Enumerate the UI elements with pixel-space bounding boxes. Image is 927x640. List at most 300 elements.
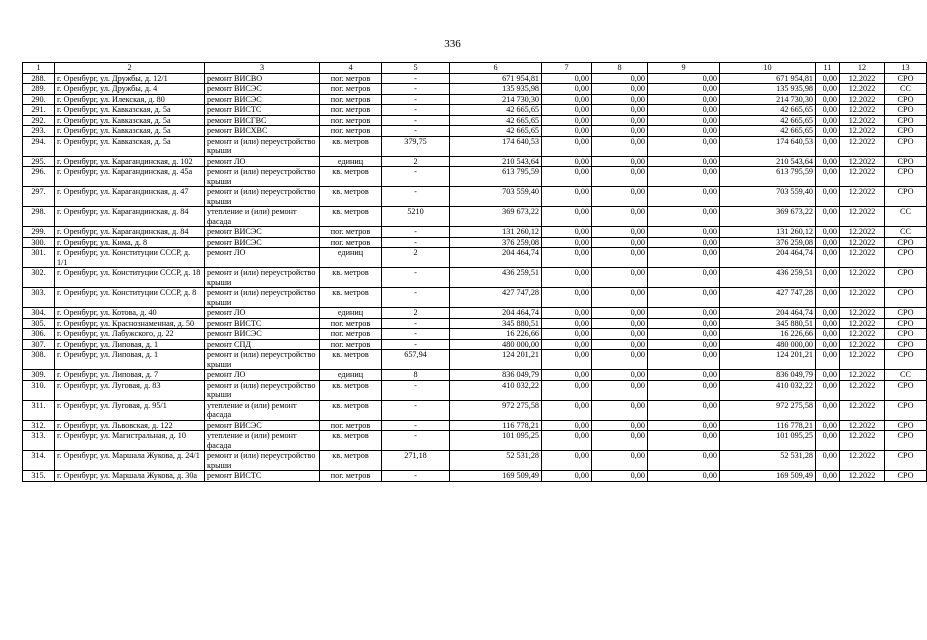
cost-cell: 0,00 [592, 329, 648, 340]
cost-cell: 0,00 [648, 380, 720, 400]
address-cell: г. Оренбург, ул. Кавказская, д. 5а [55, 126, 205, 137]
total-cost-cell: 124 201,21 [450, 350, 542, 370]
cost-cell: 0,00 [648, 318, 720, 329]
address-cell: г. Оренбург, ул. Карагандинская, д. 45а [55, 167, 205, 187]
table-row [23, 73, 927, 84]
total-cost-cell: 174 640,53 [450, 136, 542, 156]
address-cell: г. Оренбург, ул. Дружбы, д. 4 [55, 84, 205, 95]
unit-cell: кв. метров [320, 350, 382, 370]
cost-cell: 0,00 [592, 105, 648, 116]
quantity-cell: 2 [382, 156, 450, 167]
address-cell: г. Оренбург, ул. Львовская, д. 122 [55, 420, 205, 431]
cost-cell: 204 464,74 [720, 248, 816, 268]
unit-cell: кв. метров [320, 400, 382, 420]
work-type-cell: ремонт ВИСТС [205, 318, 320, 329]
work-type-cell: ремонт ВИСЭС [205, 237, 320, 248]
row-number: 302. [23, 268, 55, 288]
cost-cell: 0,00 [816, 431, 840, 451]
total-cost-cell: 101 095,25 [450, 431, 542, 451]
cost-cell: 0,00 [648, 237, 720, 248]
work-type-cell: ремонт ЛО [205, 308, 320, 319]
date-cell: 12.2022 [840, 73, 885, 84]
funding-type-cell: СРО [885, 308, 927, 319]
column-header: 13 [885, 63, 927, 74]
cost-cell: 0,00 [542, 105, 592, 116]
table-row [23, 227, 927, 238]
unit-cell: кв. метров [320, 187, 382, 207]
row-number: 297. [23, 187, 55, 207]
funding-type-cell: СРО [885, 288, 927, 308]
cost-cell: 972 275,58 [720, 400, 816, 420]
quantity-cell: - [382, 288, 450, 308]
address-cell: г. Оренбург, ул. Конституции СССР, д. 18 [55, 268, 205, 288]
cost-cell: 210 543,64 [720, 156, 816, 167]
table-row [23, 471, 927, 482]
funding-type-cell: СРО [885, 73, 927, 84]
quantity-cell: - [382, 431, 450, 451]
work-type-cell: ремонт и (или) переустройство крыши [205, 451, 320, 471]
cost-cell: 836 049,79 [720, 370, 816, 381]
unit-cell: кв. метров [320, 380, 382, 400]
date-cell: 12.2022 [840, 248, 885, 268]
column-header: 2 [55, 63, 205, 74]
date-cell: 12.2022 [840, 308, 885, 319]
cost-cell: 0,00 [816, 136, 840, 156]
address-cell: г. Оренбург, ул. Карагандинская, д. 84 [55, 207, 205, 227]
column-header: 11 [816, 63, 840, 74]
table-row [23, 207, 927, 227]
unit-cell: кв. метров [320, 431, 382, 451]
cost-cell: 0,00 [816, 329, 840, 340]
cost-cell: 0,00 [816, 370, 840, 381]
quantity-cell: 2 [382, 308, 450, 319]
work-type-cell: ремонт и (или) переустройство крыши [205, 268, 320, 288]
address-cell: г. Оренбург, ул. Лабужского, д. 22 [55, 329, 205, 340]
cost-cell: 52 531,28 [720, 451, 816, 471]
table-row [23, 237, 927, 248]
quantity-cell: - [382, 237, 450, 248]
table-body [23, 73, 927, 481]
quantity-cell: - [382, 73, 450, 84]
cost-cell: 0,00 [816, 451, 840, 471]
cost-cell: 0,00 [816, 339, 840, 350]
address-cell: г. Оренбург, ул. Кима, д. 8 [55, 237, 205, 248]
cost-cell: 0,00 [592, 268, 648, 288]
cost-cell: 42 665,65 [720, 126, 816, 137]
cost-cell: 0,00 [542, 339, 592, 350]
cost-cell: 0,00 [592, 288, 648, 308]
work-type-cell: ремонт ЛО [205, 248, 320, 268]
date-cell: 12.2022 [840, 115, 885, 126]
cost-cell: 0,00 [592, 308, 648, 319]
cost-cell: 0,00 [648, 115, 720, 126]
row-number: 288. [23, 73, 55, 84]
total-cost-cell: 214 730,30 [450, 94, 542, 105]
cost-cell: 0,00 [816, 237, 840, 248]
cost-cell: 0,00 [542, 431, 592, 451]
date-cell: 12.2022 [840, 268, 885, 288]
row-number: 315. [23, 471, 55, 482]
funding-type-cell: СРО [885, 350, 927, 370]
quantity-cell: - [382, 115, 450, 126]
cost-cell: 0,00 [542, 73, 592, 84]
unit-cell: пог. метров [320, 237, 382, 248]
funding-type-cell: СРО [885, 237, 927, 248]
funding-type-cell: СРО [885, 318, 927, 329]
unit-cell: единиц [320, 156, 382, 167]
cost-cell: 0,00 [648, 73, 720, 84]
table-row [23, 187, 927, 207]
work-type-cell: ремонт ВИСТС [205, 105, 320, 116]
cost-cell: 0,00 [648, 420, 720, 431]
address-cell: г. Оренбург, ул. Маршала Жукова, д. 30а [55, 471, 205, 482]
funding-type-cell: СРО [885, 94, 927, 105]
funding-type-cell: СРО [885, 187, 927, 207]
column-header: 5 [382, 63, 450, 74]
cost-cell: 204 464,74 [720, 308, 816, 319]
cost-cell: 0,00 [592, 115, 648, 126]
cost-cell: 42 665,65 [720, 115, 816, 126]
quantity-cell: 657,94 [382, 350, 450, 370]
row-number: 292. [23, 115, 55, 126]
total-cost-cell: 972 275,58 [450, 400, 542, 420]
unit-cell: пог. метров [320, 329, 382, 340]
table-row [23, 339, 927, 350]
register-table [22, 62, 927, 482]
address-cell: г. Оренбург, ул. Кавказская, д. 5а [55, 115, 205, 126]
funding-type-cell: СРО [885, 451, 927, 471]
cost-cell: 0,00 [592, 471, 648, 482]
total-cost-cell: 376 259,08 [450, 237, 542, 248]
cost-cell: 0,00 [648, 156, 720, 167]
cost-cell: 0,00 [648, 451, 720, 471]
cost-cell: 0,00 [648, 370, 720, 381]
address-cell: г. Оренбург, ул. Карагандинская, д. 102 [55, 156, 205, 167]
funding-type-cell: СРО [885, 115, 927, 126]
quantity-cell: - [382, 471, 450, 482]
cost-cell: 0,00 [648, 167, 720, 187]
unit-cell: кв. метров [320, 451, 382, 471]
address-cell: г. Оренбург, ул. Луговая, д. 95/1 [55, 400, 205, 420]
cost-cell: 0,00 [648, 431, 720, 451]
cost-cell: 0,00 [542, 380, 592, 400]
address-cell: г. Оренбург, ул. Магистральная, д. 10 [55, 431, 205, 451]
cost-cell: 480 000,00 [720, 339, 816, 350]
cost-cell: 0,00 [816, 105, 840, 116]
row-number: 311. [23, 400, 55, 420]
date-cell: 12.2022 [840, 339, 885, 350]
cost-cell: 0,00 [592, 400, 648, 420]
total-cost-cell: 480 000,00 [450, 339, 542, 350]
row-number: 301. [23, 248, 55, 268]
cost-cell: 0,00 [592, 156, 648, 167]
cost-cell: 0,00 [592, 248, 648, 268]
unit-cell: кв. метров [320, 167, 382, 187]
funding-type-cell: СРО [885, 105, 927, 116]
row-number: 309. [23, 370, 55, 381]
date-cell: 12.2022 [840, 105, 885, 116]
date-cell: 12.2022 [840, 136, 885, 156]
row-number: 307. [23, 339, 55, 350]
cost-cell: 0,00 [816, 227, 840, 238]
cost-cell: 0,00 [592, 318, 648, 329]
cost-cell: 0,00 [648, 136, 720, 156]
unit-cell: пог. метров [320, 94, 382, 105]
total-cost-cell: 204 464,74 [450, 308, 542, 319]
unit-cell: кв. метров [320, 268, 382, 288]
cost-cell: 0,00 [592, 94, 648, 105]
date-cell: 12.2022 [840, 156, 885, 167]
cost-cell: 0,00 [648, 248, 720, 268]
cost-cell: 613 795,59 [720, 167, 816, 187]
column-header: 9 [648, 63, 720, 74]
funding-type-cell: СС [885, 207, 927, 227]
address-cell: г. Оренбург, ул. Карагандинская, д. 47 [55, 187, 205, 207]
work-type-cell: ремонт и (или) переустройство крыши [205, 167, 320, 187]
unit-cell: пог. метров [320, 420, 382, 431]
cost-cell: 0,00 [542, 115, 592, 126]
work-type-cell: ремонт и (или) переустройство крыши [205, 187, 320, 207]
quantity-cell: - [382, 400, 450, 420]
table-row [23, 420, 927, 431]
work-type-cell: ремонт СПД [205, 339, 320, 350]
row-number: 290. [23, 94, 55, 105]
cost-cell: 169 509,49 [720, 471, 816, 482]
row-number: 294. [23, 136, 55, 156]
table-row [23, 350, 927, 370]
address-cell: г. Оренбург, ул. Липовая, д. 1 [55, 350, 205, 370]
row-number: 289. [23, 84, 55, 95]
unit-cell: единиц [320, 370, 382, 381]
funding-type-cell: СС [885, 227, 927, 238]
cost-cell: 16 226,66 [720, 329, 816, 340]
cost-cell: 0,00 [542, 248, 592, 268]
date-cell: 12.2022 [840, 227, 885, 238]
quantity-cell: - [382, 84, 450, 95]
cost-cell: 0,00 [648, 339, 720, 350]
table-row [23, 308, 927, 319]
cost-cell: 436 259,51 [720, 268, 816, 288]
date-cell: 12.2022 [840, 420, 885, 431]
address-cell: г. Оренбург, ул. Карагандинская, д. 84 [55, 227, 205, 238]
date-cell: 12.2022 [840, 318, 885, 329]
cost-cell: 0,00 [592, 380, 648, 400]
column-header: 1 [23, 63, 55, 74]
cost-cell: 214 730,30 [720, 94, 816, 105]
row-number: 299. [23, 227, 55, 238]
row-number: 308. [23, 350, 55, 370]
cost-cell: 0,00 [542, 187, 592, 207]
cost-cell: 0,00 [592, 167, 648, 187]
work-type-cell: ремонт ВИСТС [205, 471, 320, 482]
cost-cell: 0,00 [542, 237, 592, 248]
cost-cell: 0,00 [648, 308, 720, 319]
work-type-cell: ремонт ВИСВО [205, 73, 320, 84]
funding-type-cell: СРО [885, 136, 927, 156]
cost-cell: 0,00 [542, 471, 592, 482]
address-cell: г. Оренбург, ул. Кавказская, д. 5а [55, 136, 205, 156]
cost-cell: 427 747,28 [720, 288, 816, 308]
cost-cell: 0,00 [542, 94, 592, 105]
funding-type-cell: СРО [885, 268, 927, 288]
cost-cell: 0,00 [648, 207, 720, 227]
column-header: 4 [320, 63, 382, 74]
date-cell: 12.2022 [840, 400, 885, 420]
address-cell: г. Оренбург, ул. Дружбы, д. 12/1 [55, 73, 205, 84]
cost-cell: 0,00 [816, 248, 840, 268]
date-cell: 12.2022 [840, 380, 885, 400]
column-header: 7 [542, 63, 592, 74]
cost-cell: 0,00 [542, 227, 592, 238]
unit-cell: пог. метров [320, 115, 382, 126]
column-header: 12 [840, 63, 885, 74]
cost-cell: 0,00 [592, 207, 648, 227]
address-cell: г. Оренбург, ул. Илекская, д. 80 [55, 94, 205, 105]
quantity-cell: - [382, 167, 450, 187]
total-cost-cell: 42 665,65 [450, 105, 542, 116]
total-cost-cell: 703 559,40 [450, 187, 542, 207]
quantity-cell: 271,18 [382, 451, 450, 471]
total-cost-cell: 116 778,21 [450, 420, 542, 431]
column-header: 3 [205, 63, 320, 74]
header-row [23, 63, 927, 74]
cost-cell: 101 095,25 [720, 431, 816, 451]
row-number: 304. [23, 308, 55, 319]
address-cell: г. Оренбург, ул. Липовая, д. 1 [55, 339, 205, 350]
row-number: 313. [23, 431, 55, 451]
cost-cell: 0,00 [592, 420, 648, 431]
cost-cell: 0,00 [542, 268, 592, 288]
cost-cell: 410 032,22 [720, 380, 816, 400]
cost-cell: 0,00 [542, 126, 592, 137]
row-number: 306. [23, 329, 55, 340]
cost-cell: 0,00 [816, 156, 840, 167]
cost-cell: 0,00 [816, 167, 840, 187]
cost-cell: 42 665,65 [720, 105, 816, 116]
total-cost-cell: 671 954,81 [450, 73, 542, 84]
cost-cell: 0,00 [592, 126, 648, 137]
cost-cell: 0,00 [542, 451, 592, 471]
page-number: 336 [444, 38, 461, 50]
cost-cell: 671 954,81 [720, 73, 816, 84]
address-cell: г. Оренбург, ул. Конституции СССР, д. 8 [55, 288, 205, 308]
row-number: 293. [23, 126, 55, 137]
date-cell: 12.2022 [840, 167, 885, 187]
cost-cell: 0,00 [592, 350, 648, 370]
quantity-cell: - [382, 339, 450, 350]
cost-cell: 116 778,21 [720, 420, 816, 431]
column-header: 10 [720, 63, 816, 74]
funding-type-cell: СРО [885, 471, 927, 482]
total-cost-cell: 204 464,74 [450, 248, 542, 268]
row-number: 295. [23, 156, 55, 167]
funding-type-cell: СРО [885, 400, 927, 420]
row-number: 314. [23, 451, 55, 471]
address-cell: г. Оренбург, ул. Конституции СССР, д. 1/1 [55, 248, 205, 268]
table-row [23, 94, 927, 105]
address-cell: г. Оренбург, ул. Маршала Жукова, д. 24/1 [55, 451, 205, 471]
total-cost-cell: 410 032,22 [450, 380, 542, 400]
cost-cell: 0,00 [648, 105, 720, 116]
cost-cell: 0,00 [648, 84, 720, 95]
work-type-cell: ремонт ВИСХВС [205, 126, 320, 137]
table-row [23, 380, 927, 400]
total-cost-cell: 16 226,66 [450, 329, 542, 340]
table-row [23, 84, 927, 95]
cost-cell: 0,00 [592, 451, 648, 471]
unit-cell: пог. метров [320, 339, 382, 350]
row-number: 312. [23, 420, 55, 431]
total-cost-cell: 836 049,79 [450, 370, 542, 381]
cost-cell: 376 259,08 [720, 237, 816, 248]
table-row [23, 318, 927, 329]
cost-cell: 0,00 [592, 227, 648, 238]
quantity-cell: - [382, 268, 450, 288]
row-number: 296. [23, 167, 55, 187]
quantity-cell: - [382, 126, 450, 137]
table-row [23, 115, 927, 126]
funding-type-cell: СРО [885, 156, 927, 167]
funding-type-cell: СРО [885, 329, 927, 340]
total-cost-cell: 345 880,51 [450, 318, 542, 329]
funding-type-cell: СРО [885, 380, 927, 400]
unit-cell: единиц [320, 248, 382, 268]
cost-cell: 0,00 [648, 329, 720, 340]
unit-cell: пог. метров [320, 84, 382, 95]
total-cost-cell: 613 795,59 [450, 167, 542, 187]
date-cell: 12.2022 [840, 207, 885, 227]
table-row [23, 167, 927, 187]
address-cell: г. Оренбург, ул. Липовая, д. 7 [55, 370, 205, 381]
cost-cell: 0,00 [542, 318, 592, 329]
total-cost-cell: 427 747,28 [450, 288, 542, 308]
cost-cell: 0,00 [542, 136, 592, 156]
cost-cell: 0,00 [816, 380, 840, 400]
work-type-cell: ремонт ВИСГВС [205, 115, 320, 126]
work-type-cell: ремонт ВИСЭС [205, 329, 320, 340]
total-cost-cell: 42 665,65 [450, 115, 542, 126]
cost-cell: 0,00 [648, 94, 720, 105]
row-number: 300. [23, 237, 55, 248]
cost-cell: 0,00 [648, 187, 720, 207]
funding-type-cell: СРО [885, 126, 927, 137]
column-header: 6 [450, 63, 542, 74]
work-type-cell: утепление и (или) ремонт фасада [205, 207, 320, 227]
date-cell: 12.2022 [840, 370, 885, 381]
quantity-cell: - [382, 380, 450, 400]
cost-cell: 0,00 [542, 420, 592, 431]
quantity-cell: - [382, 187, 450, 207]
date-cell: 12.2022 [840, 329, 885, 340]
cost-cell: 0,00 [648, 227, 720, 238]
cost-cell: 369 673,22 [720, 207, 816, 227]
cost-cell: 0,00 [816, 400, 840, 420]
funding-type-cell: СРО [885, 167, 927, 187]
cost-cell: 0,00 [592, 187, 648, 207]
cost-cell: 0,00 [816, 350, 840, 370]
work-type-cell: ремонт и (или) переустройство крыши [205, 136, 320, 156]
unit-cell: пог. метров [320, 105, 382, 116]
cost-cell: 0,00 [542, 207, 592, 227]
unit-cell: пог. метров [320, 471, 382, 482]
work-type-cell: ремонт ВИСЭС [205, 420, 320, 431]
funding-type-cell: СС [885, 370, 927, 381]
cost-cell: 0,00 [816, 420, 840, 431]
date-cell: 12.2022 [840, 451, 885, 471]
cost-cell: 0,00 [648, 400, 720, 420]
table-row [23, 248, 927, 268]
cost-cell: 0,00 [648, 350, 720, 370]
